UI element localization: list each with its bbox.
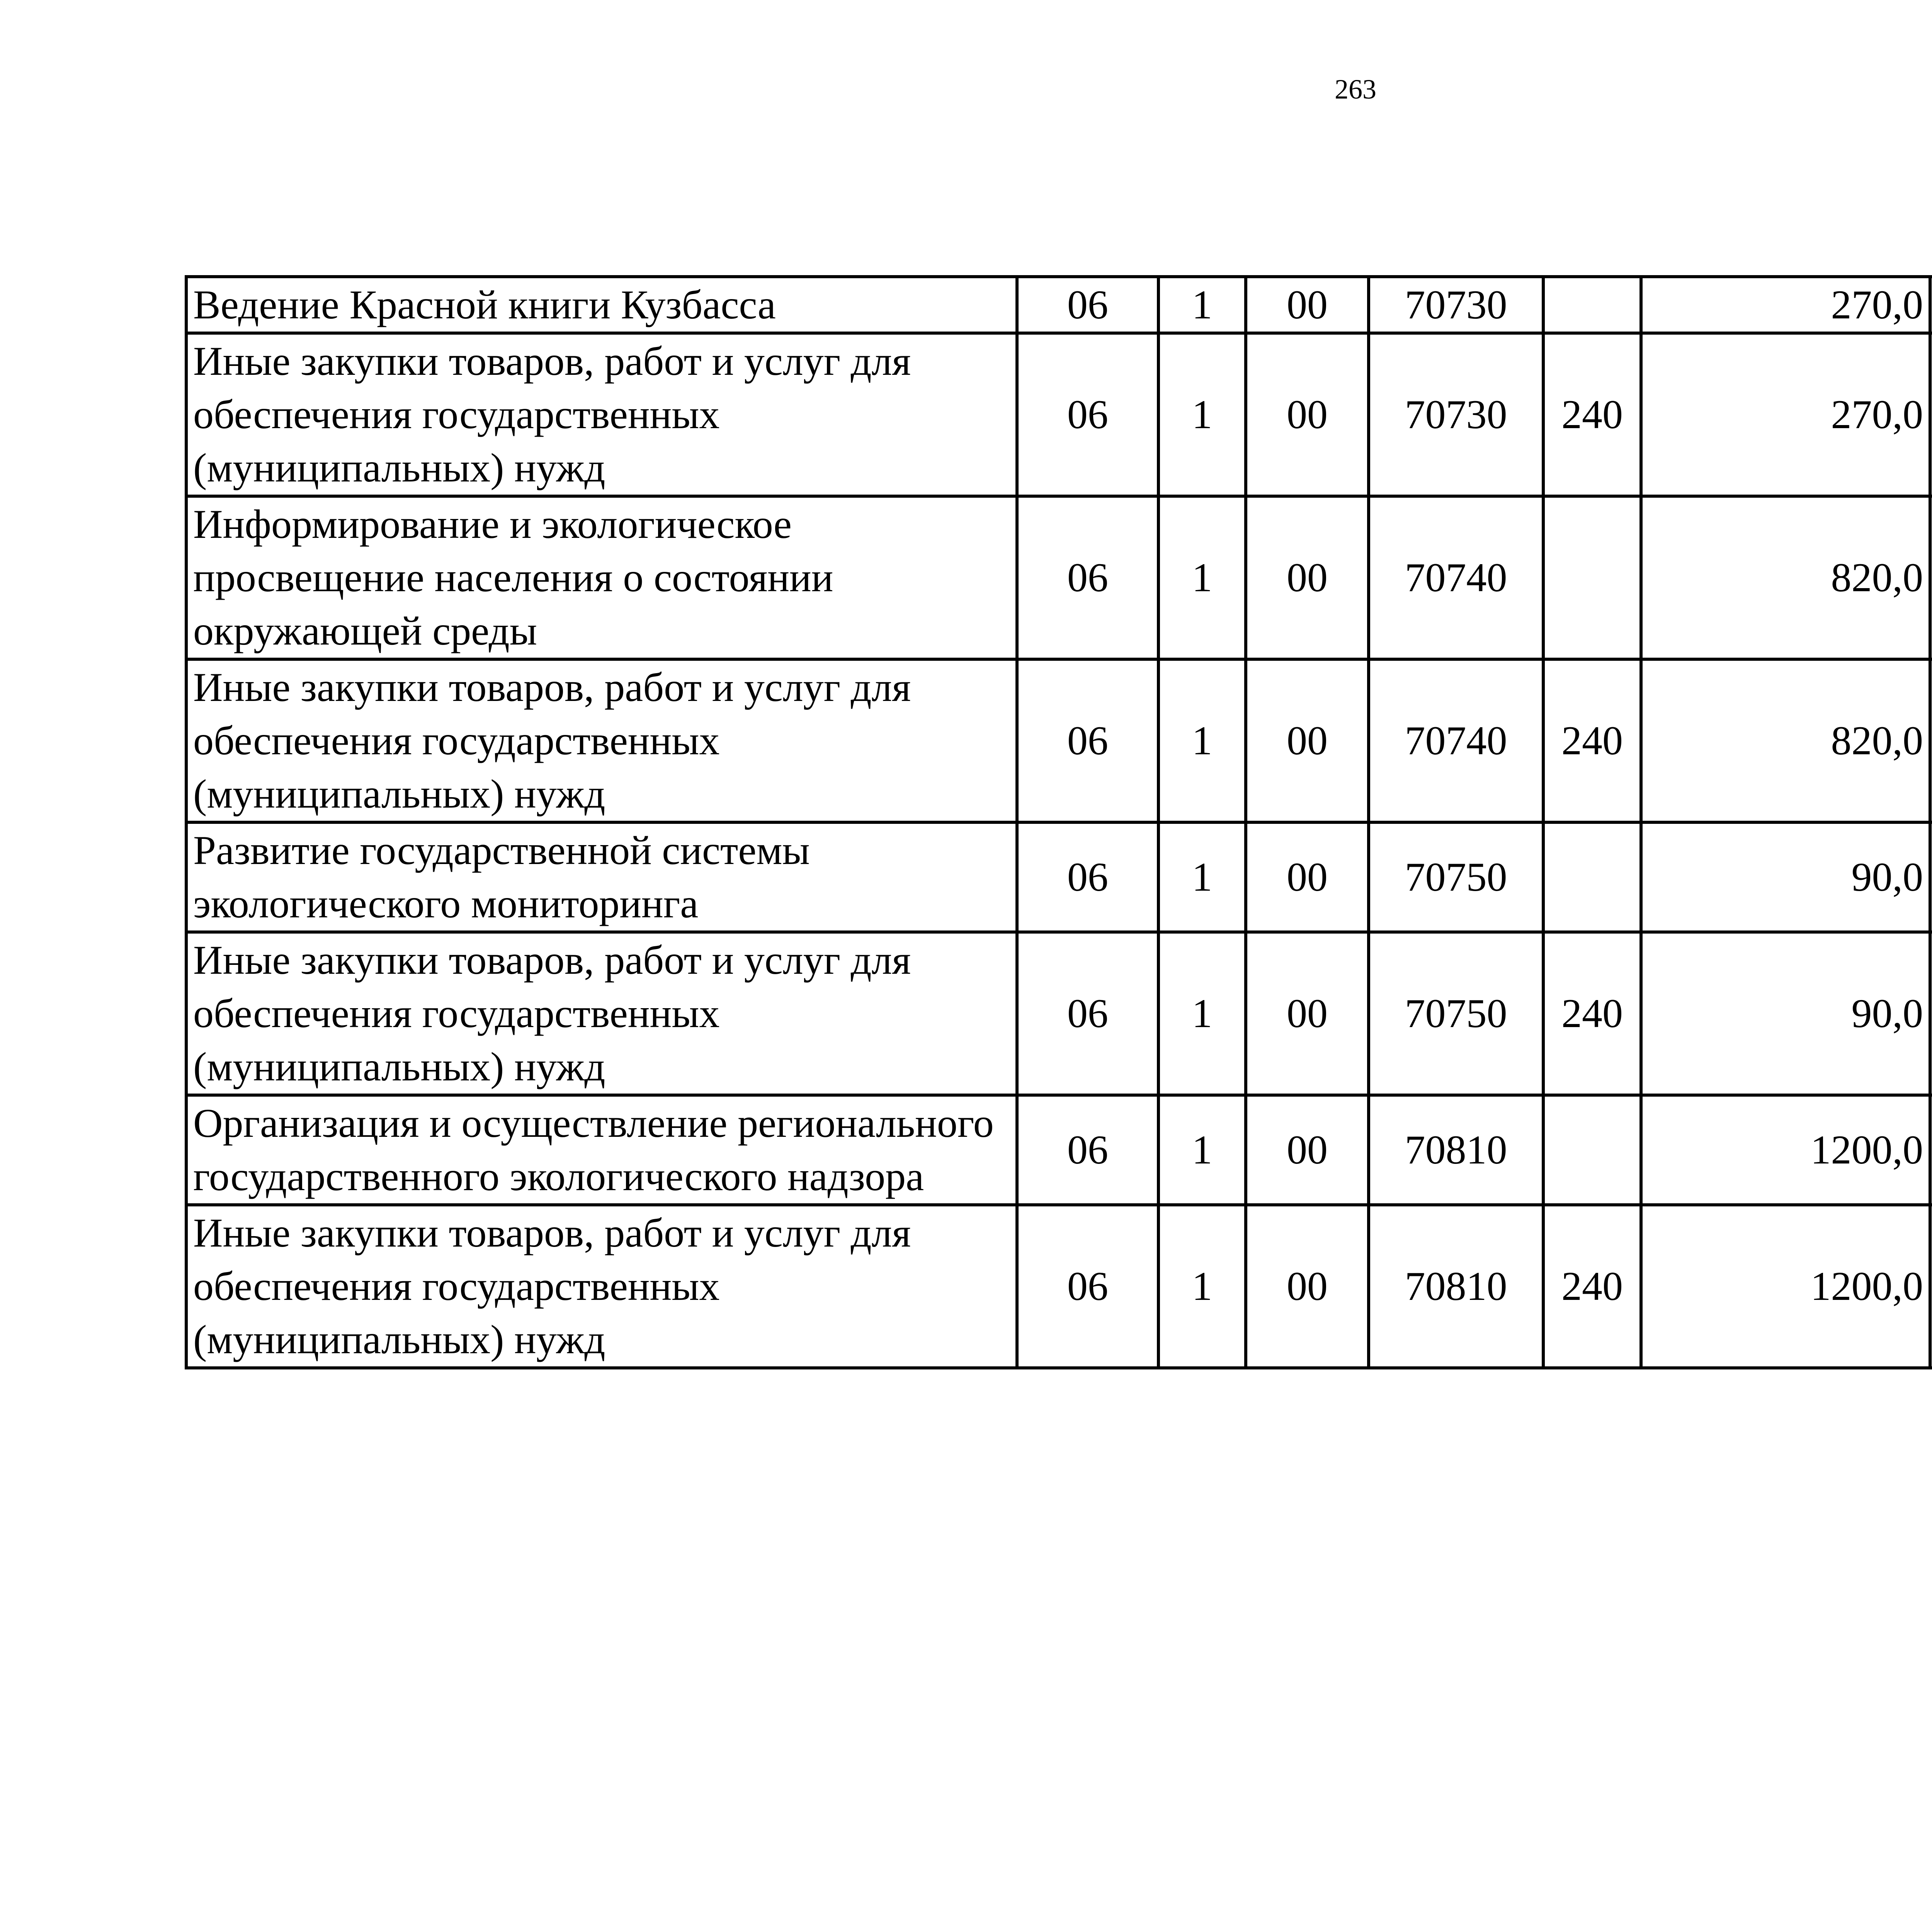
- table-row: [186, 496, 1932, 659]
- expense-type-code: [1543, 496, 1641, 659]
- subprogram-code: 00: [1246, 277, 1369, 333]
- table-row: [186, 659, 1932, 822]
- value-2: [1930, 822, 1932, 932]
- program-code: 1: [1158, 822, 1246, 932]
- target-code: 70740: [1369, 496, 1543, 659]
- program-code: 1: [1158, 496, 1246, 659]
- subprogram-code: 00: [1246, 822, 1369, 932]
- row-name: Иные закупки товаров, работ и услуг для обеспечения государственных (муниципальных) нужд: [186, 659, 1017, 822]
- section-code: 06: [1017, 659, 1158, 822]
- value-2: [1930, 932, 1932, 1095]
- subprogram-code: 00: [1246, 1205, 1369, 1368]
- row-name: Иные закупки товаров, работ и услуг для обеспечения государственных (муниципальных) нужд: [186, 333, 1017, 496]
- row-name: Развитие государственной системы экологического мониторинга: [186, 822, 1017, 932]
- value-2: [1930, 1205, 1932, 1368]
- program-code: 1: [1158, 333, 1246, 496]
- value-2: [1930, 1095, 1932, 1205]
- target-code: 70810: [1369, 1205, 1543, 1368]
- section-code: 06: [1017, 333, 1158, 496]
- value-2: [1930, 496, 1932, 659]
- subprogram-code: 00: [1246, 932, 1369, 1095]
- program-code: 1: [1158, 1095, 1246, 1205]
- expense-type-code: 240: [1543, 659, 1641, 822]
- program-code: 1: [1158, 659, 1246, 822]
- page-number: 263: [1335, 74, 1376, 105]
- value-1: 820,0: [1641, 659, 1930, 822]
- table-row: [186, 1095, 1932, 1205]
- target-code: 70750: [1369, 932, 1543, 1095]
- expense-type-code: 240: [1543, 333, 1641, 496]
- value-1: 1200,0: [1641, 1205, 1930, 1368]
- expense-type-code: 240: [1543, 932, 1641, 1095]
- row-name: Информирование и экологическое просвещение населения о состоянии окружающей среды: [186, 496, 1017, 659]
- table-row: [186, 932, 1932, 1095]
- program-code: 1: [1158, 1205, 1246, 1368]
- value-1: 1200,0: [1641, 1095, 1930, 1205]
- section-code: 06: [1017, 932, 1158, 1095]
- expense-type-code: [1543, 277, 1641, 333]
- value-2: [1930, 333, 1932, 496]
- subprogram-code: 00: [1246, 496, 1369, 659]
- program-code: 1: [1158, 932, 1246, 1095]
- section-code: 06: [1017, 496, 1158, 659]
- section-code: 06: [1017, 822, 1158, 932]
- value-1: 90,0: [1641, 932, 1930, 1095]
- target-code: 70730: [1369, 333, 1543, 496]
- table-row: [186, 277, 1932, 333]
- budget-table: [185, 275, 1932, 1369]
- target-code: 70750: [1369, 822, 1543, 932]
- row-name: Иные закупки товаров, работ и услуг для обеспечения государственных (муниципальных) нужд: [186, 932, 1017, 1095]
- target-code: 70730: [1369, 277, 1543, 333]
- section-code: 06: [1017, 1095, 1158, 1205]
- subprogram-code: 00: [1246, 659, 1369, 822]
- subprogram-code: 00: [1246, 1095, 1369, 1205]
- row-name: Иные закупки товаров, работ и услуг для обеспечения государственных (муниципальных) нужд: [186, 1205, 1017, 1368]
- subprogram-code: 00: [1246, 333, 1369, 496]
- table-row: [186, 822, 1932, 932]
- expense-type-code: 240: [1543, 1205, 1641, 1368]
- target-code: 70740: [1369, 659, 1543, 822]
- value-2: [1930, 659, 1932, 822]
- expense-type-code: [1543, 1095, 1641, 1205]
- row-name: Ведение Красной книги Кузбасса: [186, 277, 1017, 333]
- section-code: 06: [1017, 1205, 1158, 1368]
- row-name: Организация и осуществление регионального государственного экологического надзора: [186, 1095, 1017, 1205]
- table-row: [186, 1205, 1932, 1368]
- program-code: 1: [1158, 277, 1246, 333]
- target-code: 70810: [1369, 1095, 1543, 1205]
- expense-type-code: [1543, 822, 1641, 932]
- table-row: [186, 333, 1932, 496]
- value-1: 90,0: [1641, 822, 1930, 932]
- value-1: 270,0: [1641, 277, 1930, 333]
- section-code: 06: [1017, 277, 1158, 333]
- value-1: 820,0: [1641, 496, 1930, 659]
- value-1: 270,0: [1641, 333, 1930, 496]
- value-2: [1930, 277, 1932, 333]
